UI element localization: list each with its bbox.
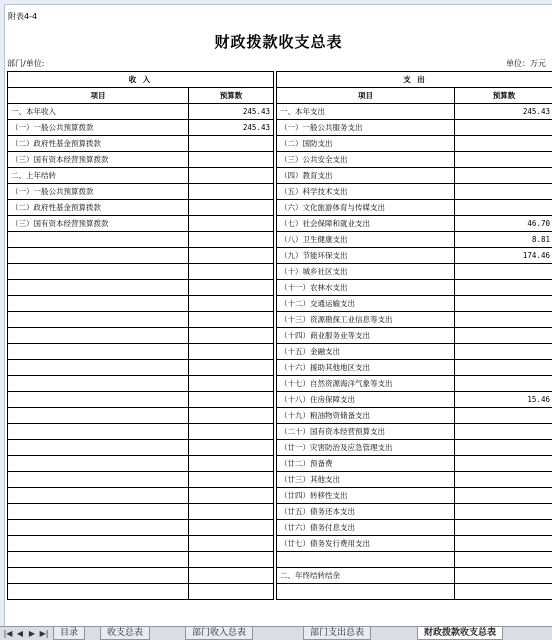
expense-budget-cell[interactable]: 245.43 (455, 104, 552, 120)
table-row (8, 456, 552, 472)
expense-item-cell[interactable]: （廿二）预备费 (277, 456, 455, 472)
table-row (8, 200, 552, 216)
table-row (8, 280, 552, 296)
expense-item-header[interactable]: 项目 (277, 88, 455, 104)
expense-budget-cell[interactable]: 46.70 (455, 216, 552, 232)
income-budget-cell[interactable] (189, 216, 274, 232)
spreadsheet-grid[interactable] (5, 4, 552, 626)
sheet-tab-bar (0, 626, 552, 640)
table-row (8, 408, 552, 424)
income-item-cell[interactable]: （二）政府性基金预算拨款 (8, 200, 189, 216)
income-item-cell[interactable] (8, 424, 189, 440)
expense-budget-cell[interactable] (455, 152, 552, 168)
income-budget-cell[interactable] (189, 296, 274, 312)
expense-budget-cell[interactable] (455, 440, 552, 456)
column-header-row (8, 88, 552, 104)
expense-item-cell[interactable]: （十一）农林水支出 (277, 280, 455, 296)
income-budget-cell[interactable] (189, 488, 274, 504)
expense-budget-cell[interactable] (455, 344, 552, 360)
expense-budget-header[interactable]: 预算数 (455, 88, 552, 104)
income-budget-cell[interactable] (189, 200, 274, 216)
expense-item-cell[interactable]: （八）卫生健康支出 (277, 232, 455, 248)
income-budget-cell[interactable] (189, 264, 274, 280)
income-item-cell[interactable] (8, 296, 189, 312)
prev-sheet-icon[interactable]: ◀ (15, 628, 25, 639)
expense-item-cell[interactable]: （九）节能环保支出 (277, 248, 455, 264)
expense-budget-cell[interactable] (455, 280, 552, 296)
income-item-cell[interactable]: （三）国有资本经营预算拨款 (8, 216, 189, 232)
expense-budget-cell[interactable] (455, 552, 552, 568)
income-item-cell[interactable] (8, 488, 189, 504)
income-budget-cell[interactable] (189, 168, 274, 184)
income-item-cell[interactable] (8, 440, 189, 456)
column-header-a[interactable] (93, 0, 97, 1)
expense-budget-cell[interactable] (455, 328, 552, 344)
table-row (8, 104, 552, 120)
expense-item-cell[interactable]: （十七）自然资源海洋气象等支出 (277, 376, 455, 392)
expense-header[interactable]: 支 出 (277, 72, 552, 88)
income-item-cell[interactable] (8, 408, 189, 424)
expense-budget-cell[interactable] (455, 472, 552, 488)
table-row (8, 584, 552, 600)
income-item-cell[interactable] (8, 360, 189, 376)
expense-budget-cell[interactable] (455, 456, 552, 472)
table-row (8, 152, 552, 168)
income-item-cell[interactable] (8, 312, 189, 328)
income-budget-cell[interactable] (189, 568, 274, 584)
table-row (8, 344, 552, 360)
table-row (8, 536, 552, 552)
expense-item-cell[interactable]: （廿六）债务付息支出 (277, 520, 455, 536)
income-budget-cell[interactable] (189, 344, 274, 360)
expense-item-cell[interactable]: （廿五）债务还本支出 (277, 504, 455, 520)
income-budget-cell[interactable] (189, 424, 274, 440)
expense-budget-cell[interactable] (455, 312, 552, 328)
income-budget-cell[interactable] (189, 184, 274, 200)
section-header-row (8, 72, 552, 88)
expense-budget-cell[interactable] (455, 136, 552, 152)
income-budget-header[interactable]: 预算数 (189, 88, 274, 104)
table-row (8, 440, 552, 456)
expense-budget-cell[interactable] (455, 488, 552, 504)
expense-budget-cell[interactable] (455, 360, 552, 376)
income-item-cell[interactable]: （一）一般公共预算拨款 (8, 184, 189, 200)
sheet-tab-income[interactable]: 部门收入总表 (185, 627, 253, 640)
expense-budget-cell[interactable]: 8.81 (455, 232, 552, 248)
income-item-cell[interactable] (8, 568, 189, 584)
expense-budget-cell[interactable]: 15.46 (455, 392, 552, 408)
income-item-cell[interactable]: 二、上年结转 (8, 168, 189, 184)
expense-item-cell[interactable]: （二）国防支出 (277, 136, 455, 152)
table-row (8, 472, 552, 488)
income-item-cell[interactable] (8, 536, 189, 552)
table-row (8, 568, 552, 584)
sheet-tab-contents[interactable]: 目录 (53, 627, 85, 640)
expense-budget-cell[interactable] (455, 536, 552, 552)
income-item-cell[interactable] (8, 456, 189, 472)
expense-item-cell[interactable]: （十四）商业服务业等支出 (277, 328, 455, 344)
income-budget-cell[interactable] (189, 360, 274, 376)
table-row (8, 296, 552, 312)
income-item-cell[interactable] (8, 392, 189, 408)
table-row (8, 328, 552, 344)
expense-budget-cell[interactable] (455, 408, 552, 424)
expense-budget-cell[interactable] (455, 184, 552, 200)
expense-item-cell[interactable] (277, 584, 455, 600)
expense-budget-cell[interactable] (455, 168, 552, 184)
income-budget-cell[interactable] (189, 584, 274, 600)
table-row (8, 392, 552, 408)
income-budget-cell[interactable] (189, 552, 274, 568)
table-row (8, 248, 552, 264)
table-row (8, 264, 552, 280)
sheet-tab-expense[interactable]: 部门支出总表 (303, 627, 371, 640)
expense-budget-cell[interactable]: 174.46 (455, 248, 552, 264)
income-header[interactable]: 收 入 (8, 72, 274, 88)
income-item-cell[interactable]: 一、本年收入 (8, 104, 189, 120)
income-item-header[interactable]: 项目 (8, 88, 189, 104)
expense-budget-cell[interactable] (455, 120, 552, 136)
income-budget-cell[interactable] (189, 392, 274, 408)
page-title: 财政拨款收支总表 (5, 31, 552, 52)
table-row (8, 520, 552, 536)
expense-item-cell[interactable]: （廿一）灾害防治及应急管理支出 (277, 440, 455, 456)
expense-item-cell[interactable]: （三）公共安全支出 (277, 152, 455, 168)
expense-item-cell[interactable]: （十六）援助其他地区支出 (277, 360, 455, 376)
expense-item-cell[interactable]: （五）科学技术支出 (277, 184, 455, 200)
table-row (8, 168, 552, 184)
sheet-tab-fiscal-summary[interactable]: 财政拨款收支总表 (417, 627, 503, 640)
table-row (8, 504, 552, 520)
income-budget-cell[interactable]: 245.43 (189, 104, 274, 120)
income-budget-cell[interactable]: 245.43 (189, 120, 274, 136)
expense-item-cell[interactable]: 二、年终结转结余 (277, 568, 455, 584)
income-item-cell[interactable]: （三）国有资本经营预算拨款 (8, 152, 189, 168)
expense-budget-cell[interactable] (455, 424, 552, 440)
expense-budget-cell[interactable] (455, 520, 552, 536)
expense-item-cell[interactable]: （廿四）转移性支出 (277, 488, 455, 504)
expense-item-cell[interactable]: （六）文化旅游体育与传媒支出 (277, 200, 455, 216)
table-row (8, 312, 552, 328)
income-item-cell[interactable] (8, 280, 189, 296)
expense-item-cell[interactable]: （十）城乡社区支出 (277, 264, 455, 280)
income-budget-cell[interactable] (189, 536, 274, 552)
expense-item-cell[interactable] (277, 552, 455, 568)
expense-budget-cell[interactable] (455, 376, 552, 392)
income-item-cell[interactable] (8, 328, 189, 344)
column-header-d[interactable] (499, 0, 504, 1)
income-budget-cell[interactable] (189, 248, 274, 264)
expense-item-cell[interactable]: （一）一般公共服务支出 (277, 120, 455, 136)
income-budget-cell[interactable] (189, 152, 274, 168)
expense-item-cell[interactable]: （十二）交通运输支出 (277, 296, 455, 312)
table-row (8, 216, 552, 232)
table-row (8, 488, 552, 504)
table-row (8, 552, 552, 568)
income-budget-cell[interactable] (189, 520, 274, 536)
income-item-cell[interactable] (8, 504, 189, 520)
income-item-cell[interactable] (8, 248, 189, 264)
expense-item-cell[interactable]: （十三）资源勘探工业信息等支出 (277, 312, 455, 328)
table-row (8, 232, 552, 248)
expense-budget-cell[interactable] (455, 264, 552, 280)
income-item-cell[interactable] (8, 264, 189, 280)
income-budget-cell[interactable] (189, 504, 274, 520)
income-budget-cell[interactable] (189, 232, 274, 248)
expense-budget-cell[interactable] (455, 296, 552, 312)
expense-item-cell[interactable]: （廿七）债务发行费用支出 (277, 536, 455, 552)
income-budget-cell[interactable] (189, 440, 274, 456)
table-row (8, 120, 552, 136)
last-sheet-icon[interactable]: ▶| (39, 628, 49, 639)
column-header-c[interactable] (362, 0, 366, 1)
expense-item-cell[interactable]: （十五）金融支出 (277, 344, 455, 360)
summary-table (7, 71, 552, 600)
income-item-cell[interactable] (8, 552, 189, 568)
table-row (8, 360, 552, 376)
department-label: 部门/单位: (7, 58, 44, 69)
column-header-b[interactable] (229, 0, 233, 1)
expense-item-cell[interactable]: （十九）粮油物资储备支出 (277, 408, 455, 424)
expense-item-cell[interactable]: （四）教育支出 (277, 168, 455, 184)
income-item-cell[interactable] (8, 584, 189, 600)
income-budget-cell[interactable] (189, 408, 274, 424)
table-row (8, 376, 552, 392)
first-sheet-icon[interactable]: |◀ (3, 628, 13, 639)
table-number-label: 附表4-4 (8, 11, 37, 22)
next-sheet-icon[interactable]: ▶ (27, 628, 37, 639)
expense-budget-cell[interactable] (455, 504, 552, 520)
expense-item-cell[interactable]: 一、本年支出 (277, 104, 455, 120)
income-budget-cell[interactable] (189, 328, 274, 344)
income-item-cell[interactable] (8, 344, 189, 360)
expense-budget-cell[interactable] (455, 568, 552, 584)
unit-label: 单位：万元 (506, 58, 546, 69)
expense-budget-cell[interactable] (455, 200, 552, 216)
income-budget-cell[interactable] (189, 456, 274, 472)
income-budget-cell[interactable] (189, 136, 274, 152)
income-item-cell[interactable]: （二）政府性基金预算拨款 (8, 136, 189, 152)
income-item-cell[interactable] (8, 232, 189, 248)
income-item-cell[interactable] (8, 472, 189, 488)
expense-item-cell[interactable]: （二十）国有资本经营预算支出 (277, 424, 455, 440)
income-budget-cell[interactable] (189, 280, 274, 296)
table-row (8, 424, 552, 440)
income-budget-cell[interactable] (189, 472, 274, 488)
table-row (8, 136, 552, 152)
table-row (8, 184, 552, 200)
expense-item-cell[interactable]: （十八）住房保障支出 (277, 392, 455, 408)
sheet-tab-summary[interactable]: 收支总表 (100, 627, 150, 640)
income-budget-cell[interactable] (189, 312, 274, 328)
income-item-cell[interactable]: （一）一般公共预算拨款 (8, 120, 189, 136)
expense-item-cell[interactable]: （七）社会保障和就业支出 (277, 216, 455, 232)
income-budget-cell[interactable] (189, 376, 274, 392)
expense-item-cell[interactable]: （廿三）其他支出 (277, 472, 455, 488)
expense-budget-cell[interactable] (455, 584, 552, 600)
income-item-cell[interactable] (8, 520, 189, 536)
income-item-cell[interactable] (8, 376, 189, 392)
